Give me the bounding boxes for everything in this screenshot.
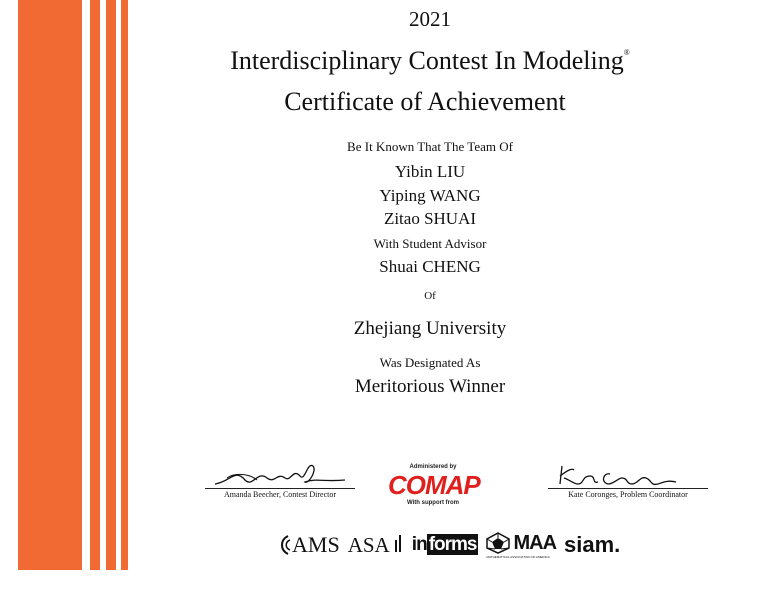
informs-text-a: in bbox=[411, 534, 427, 555]
registered-mark: ® bbox=[623, 48, 630, 57]
signature-caption-right: Kate Coronges, Problem Coordinator bbox=[568, 490, 688, 499]
ams-text: AMS bbox=[292, 532, 340, 557]
advisor-line: With Student Advisor bbox=[373, 236, 487, 251]
decorative-stripes bbox=[18, 0, 128, 570]
support-line: With support from bbox=[407, 500, 459, 506]
informs-text-b: forms bbox=[428, 534, 477, 555]
stripe-thin-1 bbox=[90, 0, 100, 570]
partner-logos bbox=[278, 530, 620, 560]
signature-right-icon bbox=[548, 462, 708, 488]
asa-logo bbox=[348, 532, 404, 558]
advisor-name: Shuai CHENG bbox=[379, 257, 481, 276]
ams-logo bbox=[278, 532, 340, 558]
siam-logo: siam. bbox=[564, 532, 621, 557]
certificate-title: Certificate of Achievement bbox=[284, 87, 566, 116]
asa-bars-icon bbox=[394, 532, 404, 552]
informs-logo bbox=[412, 534, 479, 556]
ams-swirl-icon bbox=[278, 534, 292, 556]
comap-block bbox=[388, 464, 478, 506]
administered-by: Administered by bbox=[409, 464, 457, 470]
award: Meritorious Winner bbox=[354, 376, 506, 397]
maa-logo bbox=[486, 532, 556, 559]
signature-caption-left: Amanda Beecher, Contest Director bbox=[223, 490, 337, 499]
of-line: Of bbox=[424, 290, 436, 302]
year: 2021 bbox=[409, 7, 451, 31]
university: Zhejiang University bbox=[353, 318, 507, 339]
maa-text: MAA bbox=[513, 531, 557, 554]
maa-subtitle: MATHEMATICAL ASSOCIATION OF AMERICA bbox=[486, 554, 550, 559]
stripe-wide bbox=[18, 0, 82, 570]
signature-contest-director bbox=[205, 458, 355, 499]
signature-problem-coordinator bbox=[548, 462, 708, 499]
asa-text: ASA bbox=[347, 533, 389, 557]
team-member-2: Yiping WANG bbox=[379, 186, 481, 205]
comap-logo: COMAP bbox=[388, 470, 480, 500]
signature-line-right bbox=[548, 488, 708, 489]
contest-title: Interdisciplinary Contest In Modeling bbox=[230, 46, 624, 75]
stripe-thin-2 bbox=[106, 0, 116, 570]
contest-name bbox=[130, 46, 730, 76]
maa-polyhedron-icon bbox=[486, 532, 510, 554]
signature-line-left bbox=[205, 488, 355, 489]
stripe-thin-3 bbox=[121, 0, 128, 570]
known-line: Be It Known That The Team Of bbox=[347, 139, 513, 154]
team-member-1: Yibin LIU bbox=[394, 162, 466, 181]
designated-line: Was Designated As bbox=[379, 355, 481, 370]
signature-left-icon bbox=[205, 458, 355, 488]
team-member-3: Zitao SHUAI bbox=[383, 209, 477, 228]
